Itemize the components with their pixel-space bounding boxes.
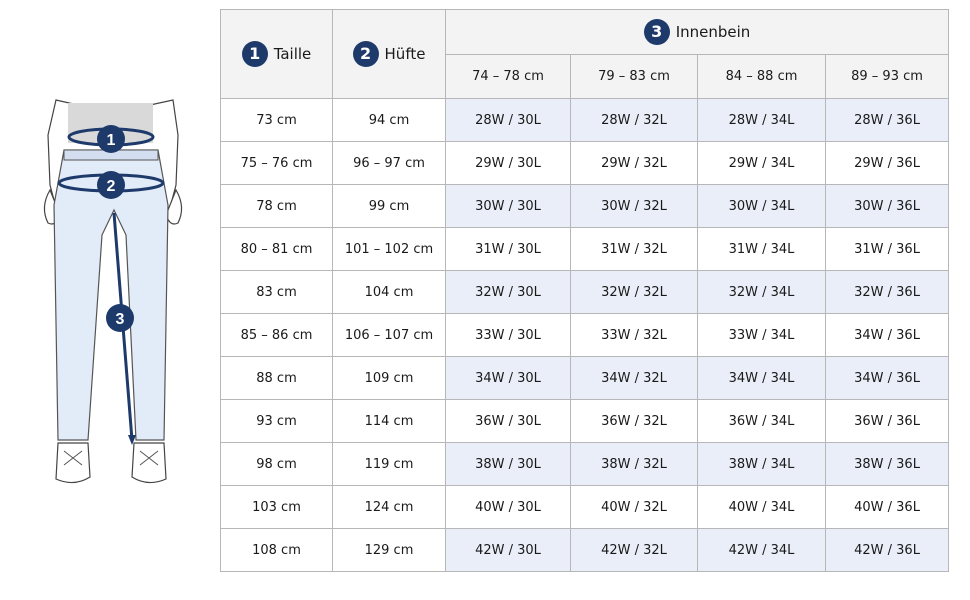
waist-cell: 83 cm xyxy=(221,271,333,314)
hip-header-label: Hüfte xyxy=(384,45,426,63)
hip-cell: 114 cm xyxy=(333,400,446,443)
hip-cell: 119 cm xyxy=(333,443,446,486)
table-row xyxy=(221,486,949,529)
table-row xyxy=(221,271,949,314)
inseam-range-header: 84 – 88 cm xyxy=(698,55,826,99)
size-cell: 36W / 32L xyxy=(571,400,698,443)
hip-cell: 99 cm xyxy=(333,185,446,228)
size-cell: 32W / 32L xyxy=(571,271,698,314)
marker-1-label: 1 xyxy=(106,132,116,149)
inseam-range-header: 79 – 83 cm xyxy=(571,55,698,99)
table-row xyxy=(221,400,949,443)
size-cell: 34W / 36L xyxy=(826,314,949,357)
size-cell: 42W / 34L xyxy=(698,529,826,572)
marker-2-label: 2 xyxy=(106,178,116,195)
waist-number-icon: 1 xyxy=(242,41,268,67)
measurement-figure xyxy=(18,95,208,495)
size-cell: 32W / 30L xyxy=(446,271,571,314)
size-cell: 29W / 34L xyxy=(698,142,826,185)
waist-cell: 88 cm xyxy=(221,357,333,400)
size-cell: 28W / 30L xyxy=(446,99,571,142)
size-cell: 32W / 36L xyxy=(826,271,949,314)
size-cell: 38W / 34L xyxy=(698,443,826,486)
size-cell: 34W / 32L xyxy=(571,357,698,400)
size-table xyxy=(220,9,949,572)
waist-cell: 73 cm xyxy=(221,99,333,142)
waist-cell: 103 cm xyxy=(221,486,333,529)
marker-3-label: 3 xyxy=(115,311,125,328)
inseam-range-header: 74 – 78 cm xyxy=(446,55,571,99)
size-cell: 33W / 32L xyxy=(571,314,698,357)
waist-cell: 93 cm xyxy=(221,400,333,443)
size-cell: 33W / 30L xyxy=(446,314,571,357)
waist-cell: 75 – 76 cm xyxy=(221,142,333,185)
size-cell: 30W / 34L xyxy=(698,185,826,228)
size-cell: 34W / 36L xyxy=(826,357,949,400)
size-cell: 31W / 34L xyxy=(698,228,826,271)
size-cell: 42W / 30L xyxy=(446,529,571,572)
size-cell: 42W / 36L xyxy=(826,529,949,572)
size-chart xyxy=(220,9,948,572)
size-cell: 30W / 36L xyxy=(826,185,949,228)
hip-cell: 104 cm xyxy=(333,271,446,314)
size-cell: 28W / 34L xyxy=(698,99,826,142)
hip-header xyxy=(333,10,446,99)
size-cell: 32W / 34L xyxy=(698,271,826,314)
size-cell: 29W / 36L xyxy=(826,142,949,185)
waist-cell: 78 cm xyxy=(221,185,333,228)
table-row xyxy=(221,529,949,572)
size-cell: 36W / 34L xyxy=(698,400,826,443)
size-cell: 36W / 30L xyxy=(446,400,571,443)
table-row xyxy=(221,314,949,357)
table-row xyxy=(221,357,949,400)
inseam-number-icon: 3 xyxy=(644,19,670,45)
hip-cell: 109 cm xyxy=(333,357,446,400)
hip-number-icon: 2 xyxy=(353,41,379,67)
table-row xyxy=(221,99,949,142)
table-row xyxy=(221,142,949,185)
size-cell: 40W / 36L xyxy=(826,486,949,529)
size-cell: 40W / 34L xyxy=(698,486,826,529)
hip-cell: 94 cm xyxy=(333,99,446,142)
size-cell: 33W / 34L xyxy=(698,314,826,357)
hip-cell: 96 – 97 cm xyxy=(333,142,446,185)
inseam-header-label: Innenbein xyxy=(675,23,751,41)
table-row xyxy=(221,228,949,271)
waist-cell: 80 – 81 cm xyxy=(221,228,333,271)
waist-cell: 98 cm xyxy=(221,443,333,486)
hip-cell: 106 – 107 cm xyxy=(333,314,446,357)
size-cell: 38W / 32L xyxy=(571,443,698,486)
hip-cell: 129 cm xyxy=(333,529,446,572)
waist-header xyxy=(221,10,333,99)
size-cell: 31W / 36L xyxy=(826,228,949,271)
waist-cell: 108 cm xyxy=(221,529,333,572)
size-cell: 36W / 36L xyxy=(826,400,949,443)
size-cell: 31W / 30L xyxy=(446,228,571,271)
size-cell: 38W / 30L xyxy=(446,443,571,486)
size-cell: 29W / 30L xyxy=(446,142,571,185)
waist-cell: 85 – 86 cm xyxy=(221,314,333,357)
size-cell: 28W / 32L xyxy=(571,99,698,142)
size-cell: 31W / 32L xyxy=(571,228,698,271)
hip-cell: 124 cm xyxy=(333,486,446,529)
table-row xyxy=(221,185,949,228)
size-cell: 29W / 32L xyxy=(571,142,698,185)
inseam-range-header: 89 – 93 cm xyxy=(826,55,949,99)
size-cell: 30W / 30L xyxy=(446,185,571,228)
size-cell: 34W / 30L xyxy=(446,357,571,400)
size-cell: 40W / 30L xyxy=(446,486,571,529)
table-row xyxy=(221,443,949,486)
size-cell: 34W / 34L xyxy=(698,357,826,400)
waist-header-label: Taille xyxy=(273,45,312,63)
hip-cell: 101 – 102 cm xyxy=(333,228,446,271)
size-cell: 38W / 36L xyxy=(826,443,949,486)
jeans-model-illustration xyxy=(18,95,208,495)
inseam-header xyxy=(446,10,949,55)
size-cell: 42W / 32L xyxy=(571,529,698,572)
size-cell: 28W / 36L xyxy=(826,99,949,142)
size-cell: 40W / 32L xyxy=(571,486,698,529)
size-cell: 30W / 32L xyxy=(571,185,698,228)
